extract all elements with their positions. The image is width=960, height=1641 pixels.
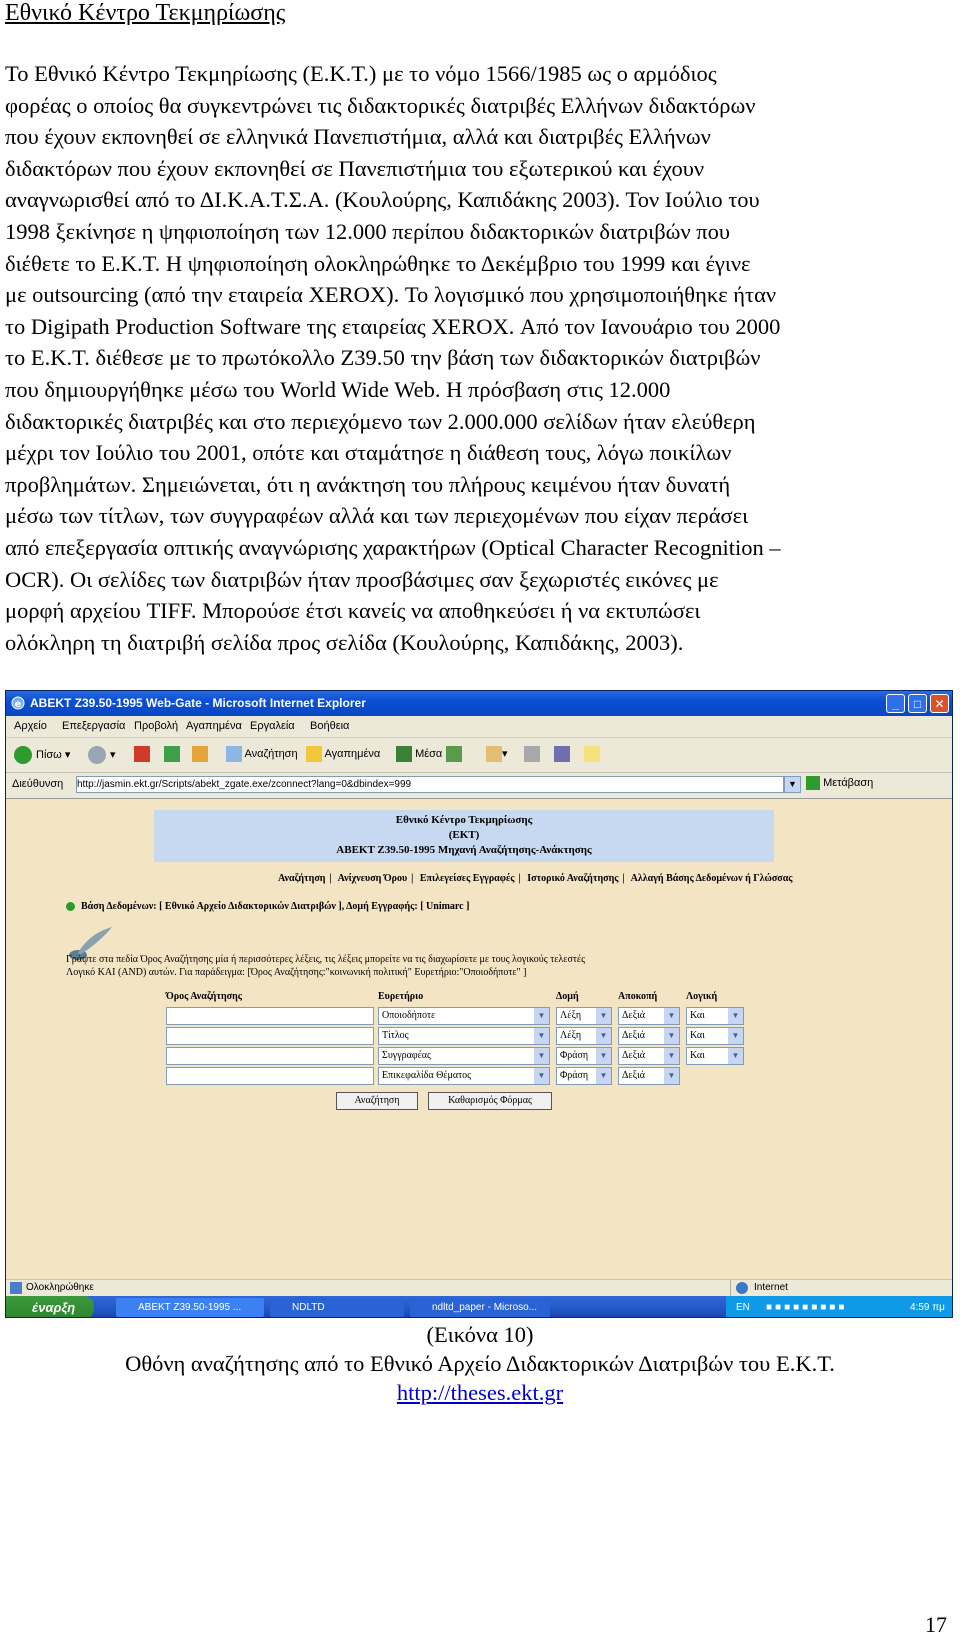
nav-search-history[interactable]: Ιστορικό Αναζήτησης xyxy=(527,873,619,884)
truncation-value: Δεξιά xyxy=(622,1010,646,1021)
logic-value: Και xyxy=(690,1010,705,1021)
index-select-2[interactable] xyxy=(378,1027,550,1045)
nav-term-browse[interactable]: Ανίχνευση Όρου xyxy=(337,873,408,884)
paragraph-line: διδακτόρων που έχουν εκπονηθεί σε Πανεπιστήμια του εξωτερικού και έχουν xyxy=(5,155,705,181)
logic-select-2[interactable] xyxy=(686,1027,744,1045)
logic-select-3[interactable] xyxy=(686,1047,744,1065)
start-label: έναρξη xyxy=(32,1300,76,1315)
media-icon xyxy=(396,746,412,762)
globe-icon xyxy=(736,1282,748,1294)
paragraph-line: το Digipath Production Software της εταιρείας XEROX. Από τον Ιανουάριο του 2000 xyxy=(5,313,781,339)
search-button[interactable] xyxy=(226,746,298,766)
figure-caption: Οθόνη αναζήτησης από το Εθνικό Αρχείο Διδακτορικών Διατριβών του Ε.Κ.Τ. xyxy=(125,1351,835,1376)
history-icon xyxy=(446,746,462,762)
chevron-down-icon: ▼ xyxy=(664,1028,679,1044)
edit-icon xyxy=(554,746,570,762)
stop-icon xyxy=(134,746,150,762)
print-button[interactable] xyxy=(524,746,540,766)
green-bullet-icon xyxy=(66,902,75,911)
home-button[interactable] xyxy=(192,746,208,766)
instruction-line-2: Λογικό ΚΑΙ (AND) αυτών. Για παράδειγμα: [Όρος Αναζήτησης:"κοινωνική πολιτική" Ευρετήριο:"Οποιοδήποτε" ] xyxy=(66,967,527,978)
task-word[interactable]: ndltd_paper - Microso... xyxy=(410,1298,550,1317)
paragraph-line: φορέας ο οποίος θα συγκεντρώνει τις διδακτορικές διατριβές Ελλήνων διδακτόρων xyxy=(5,92,756,118)
print-icon xyxy=(524,746,540,762)
browser-screenshot xyxy=(5,690,953,1318)
menu-help[interactable]: Βοήθεια xyxy=(310,720,350,732)
menu-view[interactable]: Προβολή xyxy=(134,720,179,732)
history-button[interactable] xyxy=(446,746,462,766)
truncation-value: Δεξιά xyxy=(622,1050,646,1061)
term-input-3[interactable] xyxy=(166,1047,374,1065)
index-value: Επικεφαλίδα Θέματος xyxy=(382,1070,472,1081)
task-browser[interactable]: ABEKT Z39.50-1995 ... xyxy=(116,1298,264,1317)
menu-bar xyxy=(6,716,952,738)
chevron-down-icon: ▼ xyxy=(664,1068,679,1084)
mail-icon xyxy=(486,746,502,762)
paragraph-line: διδακτορικές διατριβές και στο περιεχόμενο των 2.000.000 σελίδων ήταν ελεύθερη xyxy=(5,408,756,434)
truncation-select-4[interactable] xyxy=(618,1067,680,1085)
chevron-down-icon: ▼ xyxy=(728,1028,743,1044)
svg-text:e: e xyxy=(14,699,22,710)
index-select-4[interactable] xyxy=(378,1067,550,1085)
chevron-down-icon: ▼ xyxy=(664,1048,679,1064)
menu-favorites[interactable]: Αγαπημένα xyxy=(186,720,242,732)
paragraph-line: ολόκληρη τη διατριβή σελίδα προς σελίδα (Κουλούρης, Καπιδάκης, 2003). xyxy=(5,629,684,655)
structure-value: Φράση xyxy=(560,1070,589,1081)
system-tray xyxy=(726,1296,952,1318)
stop-button[interactable] xyxy=(134,746,150,766)
page-done-icon xyxy=(10,1282,22,1294)
menu-file[interactable]: Αρχείο xyxy=(14,720,47,732)
chevron-down-icon: ▼ xyxy=(534,1068,549,1084)
back-label: Πίσω xyxy=(36,748,62,761)
term-input-4[interactable] xyxy=(166,1067,374,1085)
paragraph-line: προβλημάτων. Σημειώνεται, ότι η ανάκτηση του πλήρους κειμένου ήταν δυνατή xyxy=(5,471,731,497)
paragraph-line: το Ε.Κ.Τ. διέθεσε με το πρωτόκολλο Z39.50 την βάση των διδακτορικών διατριβών xyxy=(5,345,761,371)
tray-icons: ■■■■■■■■■ xyxy=(766,1302,848,1313)
messenger-button[interactable] xyxy=(584,746,600,766)
truncation-value: Δεξιά xyxy=(622,1030,646,1041)
clear-form-button[interactable]: Καθαρισμός Φόρμας xyxy=(428,1092,552,1110)
figure-link-wrap xyxy=(0,1380,960,1406)
site-banner xyxy=(154,810,774,862)
nav-selected-records[interactable]: Επιλεγείσες Εγγραφές xyxy=(419,873,515,884)
address-dropdown-icon[interactable]: ▼ xyxy=(784,776,801,793)
window-titlebar xyxy=(6,691,952,716)
paragraph-line: μέχρι τον Ιούλιο του 2001, οπότε και σταμάτησε η διάθεση τους, λόγω ποικίλων xyxy=(5,440,732,466)
chevron-down-icon: ▼ xyxy=(596,1028,611,1044)
index-value: Τίτλος xyxy=(382,1030,409,1041)
go-button[interactable] xyxy=(806,776,874,793)
body-paragraph xyxy=(5,58,955,658)
paragraph-line: από επεξεργασία οπτικής αναγνώρισης χαρακτήρων (Optical Character Recognition – xyxy=(5,534,781,560)
section-heading[interactable]: Εθνικό Κέντρο Τεκμηρίωσης xyxy=(5,0,286,26)
back-arrow-icon xyxy=(14,746,32,764)
nav-search: Αναζήτηση xyxy=(278,873,326,884)
page-number: 17 xyxy=(925,1612,947,1637)
structure-select-4[interactable] xyxy=(556,1067,612,1085)
banner-subtitle: ABEKT Z39.50-1995 Μηχανή Αναζήτησης-Ανάκτησης xyxy=(336,844,592,856)
structure-value: Λέξη xyxy=(560,1030,582,1041)
index-select-3[interactable] xyxy=(378,1047,550,1065)
database-line xyxy=(66,901,469,912)
start-button[interactable] xyxy=(6,1296,94,1318)
term-input-2[interactable] xyxy=(166,1027,374,1045)
status-bar xyxy=(6,1279,952,1296)
truncation-select-2[interactable] xyxy=(618,1027,680,1045)
paragraph-line: που δημιουργήθηκε μέσω του World Wide Web. Η πρόσβαση στις 12.000 xyxy=(5,376,671,402)
task-ndltd[interactable]: NDLTD xyxy=(270,1298,404,1317)
header-index: Ευρετήριο xyxy=(378,991,424,1002)
back-button[interactable]: Πίσω ▾ xyxy=(14,746,70,766)
forward-button[interactable]: ▾ xyxy=(88,746,116,766)
logic-select-1[interactable] xyxy=(686,1007,744,1025)
paragraph-line: 1998 ξεκίνησε η ψηφιοποίηση των 12.000 περίπου διδακτορικών διατριβών που xyxy=(5,218,731,244)
header-logic: Λογική xyxy=(686,991,718,1002)
chevron-down-icon: ▼ xyxy=(596,1048,611,1064)
instruction-line-1: Γράψτε στα πεδία Όρος Αναζήτησης μία ή περισσότερες λέξεις, τις λέξεις μπορείτε να τις διαχωρίσετε με τους λογικούς τελεστές xyxy=(66,954,586,965)
window-title: ABEKT Z39.50-1995 Web-Gate - Microsoft Internet Explorer xyxy=(30,696,366,710)
paragraph-line: Το Εθνικό Κέντρο Τεκμηρίωσης (Ε.Κ.Τ.) με το νόμο 1566/1985 ως ο αρμόδιος xyxy=(5,61,717,86)
truncation-select-3[interactable] xyxy=(618,1047,680,1065)
windows-taskbar xyxy=(6,1296,952,1318)
figure-link[interactable]: http://theses.ekt.gr xyxy=(396,1380,564,1405)
structure-value: Φράση xyxy=(560,1050,589,1061)
chevron-down-icon: ▼ xyxy=(596,1068,611,1084)
home-icon xyxy=(192,746,208,762)
truncation-select-1[interactable] xyxy=(618,1007,680,1025)
paragraph-line: αναγνωρισθεί από το ΔΙ.Κ.Α.Τ.Σ.Α. (Κουλούρης, Καπιδάκης 2003). Τον Ιούλιο του xyxy=(5,187,760,213)
index-value: Συγγραφέας xyxy=(382,1050,432,1061)
menu-edit[interactable]: Επεξεργασία xyxy=(62,720,126,732)
paragraph-line: που έχουν εκπονηθεί σε ελληνικά Πανεπιστήμια, αλλά και διατριβές Ελλήνων xyxy=(5,124,711,150)
language-indicator[interactable]: EN xyxy=(736,1302,750,1313)
structure-select-2[interactable] xyxy=(556,1027,612,1045)
maximize-button[interactable]: □ xyxy=(908,694,927,713)
refresh-icon xyxy=(164,746,180,762)
logic-value: Και xyxy=(690,1030,705,1041)
logic-value: Και xyxy=(690,1050,705,1061)
clock: 4:59 πμ xyxy=(910,1302,945,1313)
instructions xyxy=(66,953,866,979)
close-button[interactable]: ✕ xyxy=(930,694,949,713)
paragraph-line: μέσω των τίτλων, των συγγραφέων αλλά και των περιεχομένων που είχαν περάσει xyxy=(5,503,749,529)
banner-abbrev: (ΕΚΤ) xyxy=(448,829,480,841)
zone-text: Internet xyxy=(754,1282,788,1293)
address-label: Διεύθυνση xyxy=(12,778,64,790)
search-label: Αναζήτηση xyxy=(244,747,298,760)
structure-select-3[interactable] xyxy=(556,1047,612,1065)
paragraph-line: με outsourcing (από την εταιρεία XEROX). Το λογισμικό που χρησιμοποιήθηκε ήταν xyxy=(5,282,777,308)
chevron-down-icon: ▼ xyxy=(728,1048,743,1064)
minimize-button[interactable]: _ xyxy=(886,694,905,713)
structure-select-1[interactable] xyxy=(556,1007,612,1025)
figure-number: (Εικόνα 10) xyxy=(426,1322,534,1347)
media-button[interactable] xyxy=(396,746,442,766)
nav-change-db[interactable]: Αλλαγή Βάσης Δεδομένων ή Γλώσσας xyxy=(630,873,793,884)
star-icon xyxy=(306,746,322,762)
internet-explorer-icon xyxy=(11,696,25,710)
index-select-1[interactable] xyxy=(378,1007,550,1025)
edit-button[interactable] xyxy=(554,746,570,766)
menu-tools[interactable]: Εργαλεία xyxy=(250,720,295,732)
chevron-down-icon: ▼ xyxy=(534,1028,549,1044)
forward-arrow-icon xyxy=(88,746,106,764)
refresh-button[interactable] xyxy=(164,746,180,766)
go-label: Μετάβαση xyxy=(823,776,874,789)
browser-toolbar xyxy=(6,738,952,773)
chevron-down-icon: ▼ xyxy=(728,1008,743,1024)
paragraph-line: διέθετε το Ε.Κ.Τ. Η ψηφιοποίηση ολοκληρώθηκε το Δεκέμβριο του 1999 και έγινε xyxy=(5,250,751,276)
banner-title: Εθνικό Κέντρο Τεκμηρίωσης xyxy=(395,814,533,826)
favorites-label: Αγαπημένα xyxy=(324,747,381,760)
mail-button[interactable]: ▾ xyxy=(486,746,508,766)
header-term: Όρος Αναζήτησης xyxy=(166,991,242,1002)
media-label: Μέσα xyxy=(415,747,443,760)
site-nav: Αναζήτηση | Ανίχνευση Όρου | Επιλεγείσες Εγγραφές | Ιστορικό Αναζήτησης | Αλλαγή Βάσης Δεδομένων ή Γλώσσας xyxy=(278,873,793,884)
status-text: Ολοκληρώθηκε xyxy=(26,1282,94,1293)
header-structure: Δομή xyxy=(556,991,579,1002)
status-divider xyxy=(730,1280,731,1296)
structure-value: Λέξη xyxy=(560,1010,582,1021)
address-bar xyxy=(6,773,952,797)
chevron-down-icon: ▼ xyxy=(534,1008,549,1024)
webpage-content xyxy=(6,798,952,1279)
index-value: Οποιοδήποτε xyxy=(382,1010,436,1021)
truncation-value: Δεξιά xyxy=(622,1070,646,1081)
address-input[interactable]: http://jasmin.ekt.gr/Scripts/abekt_zgate.exe/zconnect?lang=0&dbindex=999 xyxy=(76,776,784,793)
search-submit-button[interactable]: Αναζήτηση xyxy=(336,1092,418,1110)
database-text: Βάση Δεδομένων: [ Εθνικό Αρχείο Διδακτορικών Διατριβών ], Δομή Εγγραφής: [ Unimarc ] xyxy=(81,901,470,912)
favorites-button[interactable] xyxy=(306,746,380,766)
header-truncation: Αποκοπή xyxy=(618,991,658,1002)
go-arrow-icon xyxy=(806,776,820,790)
search-icon xyxy=(226,746,242,762)
note-icon xyxy=(584,746,600,762)
term-input-1[interactable] xyxy=(166,1007,374,1025)
chevron-down-icon: ▼ xyxy=(664,1008,679,1024)
paragraph-line: OCR). Οι σελίδες των διατριβών ήταν προσβάσιμες σαν ξεχωριστές εικόνες με xyxy=(5,566,719,592)
chevron-down-icon: ▼ xyxy=(534,1048,549,1064)
paragraph-line: μορφή αρχείου TIFF. Μπορούσε έτσι κανείς να αποθηκεύσει ή να εκτυπώσει xyxy=(5,598,701,624)
chevron-down-icon: ▼ xyxy=(596,1008,611,1024)
